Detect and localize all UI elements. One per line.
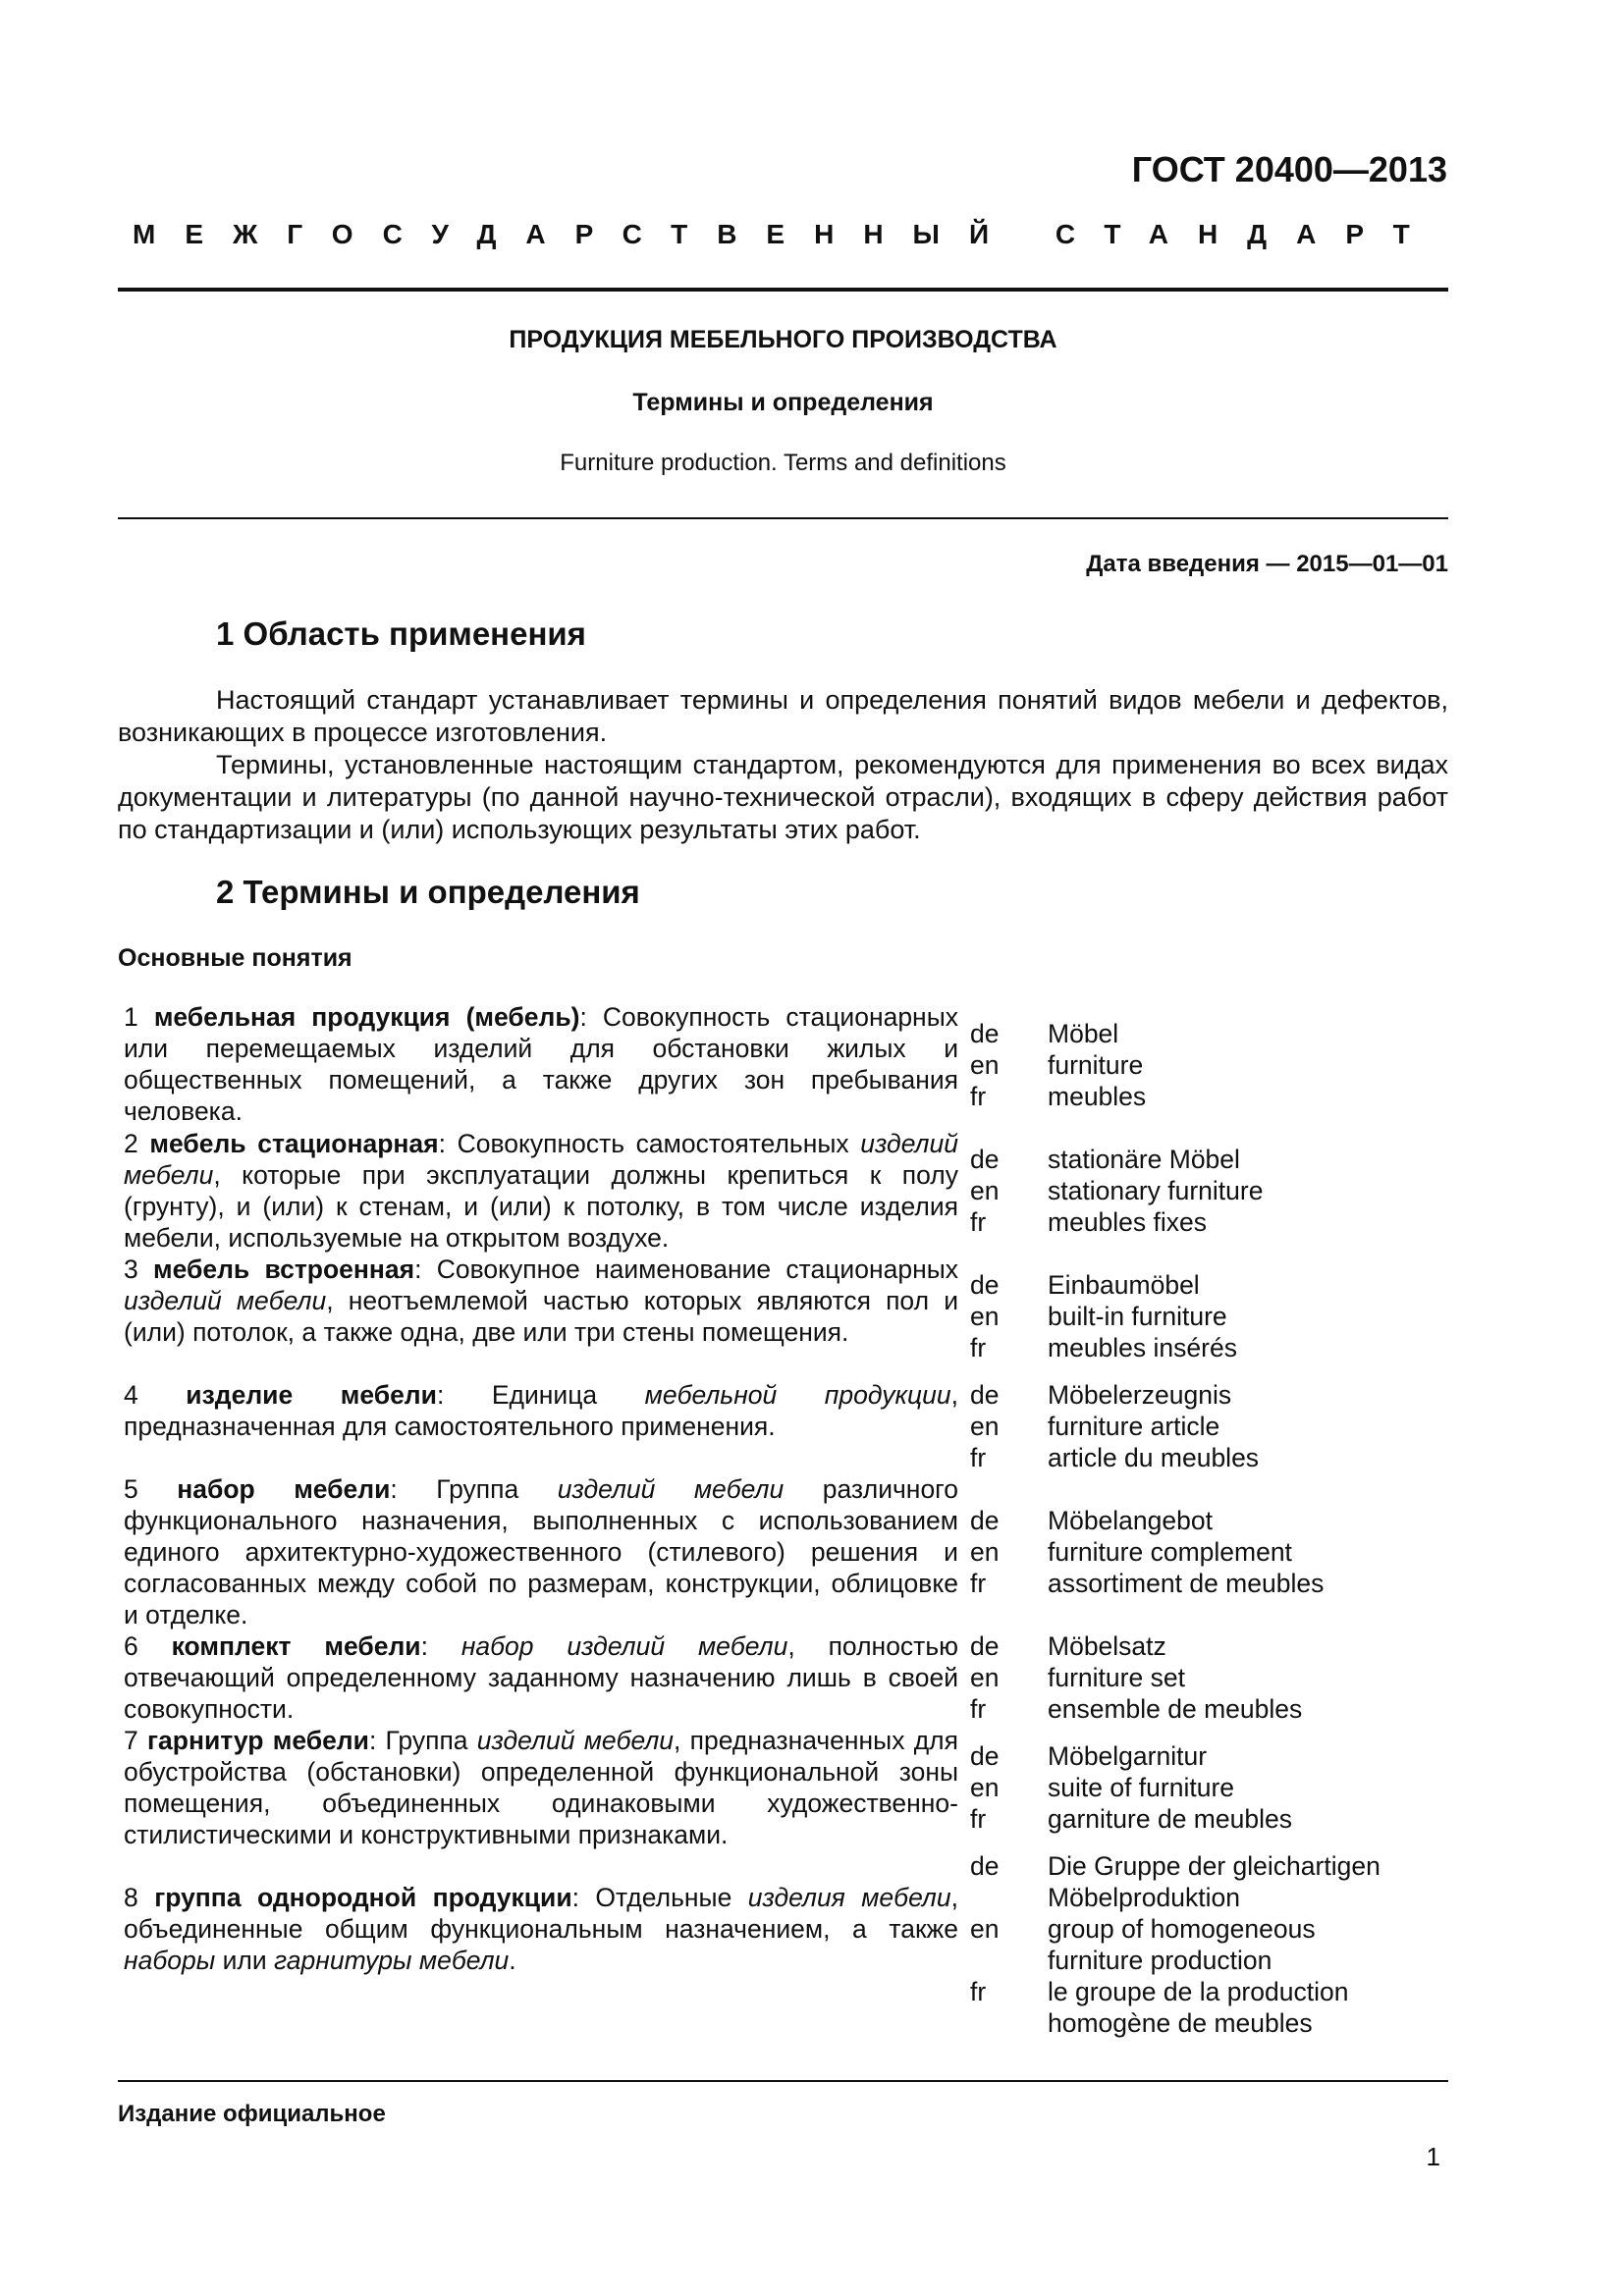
document-title: ПРОДУКЦИЯ МЕБЕЛЬНОГО ПРОИЗВОДСТВА bbox=[509, 326, 1057, 353]
translation-fr: article du meubles bbox=[1048, 1443, 1260, 1472]
term-reference: гарнитуры мебели bbox=[274, 1946, 510, 1975]
term-definition-text: : Совокупное наименование стационарных bbox=[414, 1255, 958, 1284]
term-name: мебель встроенная bbox=[153, 1255, 415, 1284]
term-definition bbox=[124, 1725, 958, 1850]
footer-divider bbox=[118, 2080, 1448, 2082]
term-definition-text: , предназначенная для самостоятельного применения. bbox=[124, 1380, 958, 1441]
translation-en: built-in furniture bbox=[1048, 1302, 1227, 1331]
term-reference: набор изделий мебели bbox=[460, 1631, 788, 1661]
language-codes bbox=[970, 1018, 999, 1112]
intro-date: Дата введения — 2015—01—01 bbox=[1086, 551, 1448, 577]
term-definition bbox=[124, 1254, 958, 1348]
translation-fr: garniture de meubles bbox=[1048, 1804, 1292, 1834]
translations bbox=[1048, 1630, 1440, 1725]
term-definition-text: : Группа bbox=[368, 1726, 477, 1755]
language-code-en: en bbox=[970, 1773, 1000, 1802]
translation-en: furniture article bbox=[1048, 1412, 1220, 1441]
language-code-de: de bbox=[970, 1506, 1000, 1535]
language-code-de: de bbox=[970, 1270, 1000, 1300]
term-definition-text: : bbox=[420, 1631, 461, 1661]
translation-de: Möbelangebot bbox=[1048, 1506, 1213, 1535]
translation-en: stationary furniture bbox=[1048, 1176, 1264, 1205]
title-divider bbox=[118, 517, 1448, 519]
language-code-en: en bbox=[970, 1302, 1000, 1331]
language-codes bbox=[970, 1269, 999, 1363]
term-definition bbox=[124, 1473, 958, 1630]
term-definition-text: , полностью отвечающий определенному заданному назначению лишь в своей совокупности. bbox=[124, 1631, 958, 1724]
language-code-en: en bbox=[970, 1412, 1000, 1441]
term-definition bbox=[124, 1630, 958, 1725]
translation-fr: meubles bbox=[1048, 1082, 1147, 1111]
translation-fr: assortiment de meubles bbox=[1048, 1569, 1325, 1598]
term-definition bbox=[124, 1128, 958, 1254]
term-definition-text: , предназначенных для обустройства (обстановки) определенной функциональной зоны помещения, объединенных одинаковыми художественно-стилистическими и конструктивными признаками. bbox=[124, 1726, 958, 1849]
translation-de: stationäre Möbel bbox=[1048, 1145, 1240, 1174]
term-definition-text: : Единица bbox=[436, 1380, 645, 1410]
term-reference: изделий мебели bbox=[557, 1474, 785, 1504]
translations bbox=[1048, 1018, 1440, 1112]
term-definition-text: : Группа bbox=[390, 1474, 558, 1504]
translations bbox=[1048, 1740, 1440, 1835]
translations bbox=[1048, 1505, 1440, 1599]
term-definition-text: : Совокупность стационарных или перемещаемых изделий для обстановки жилых и общественных помещений, а также других зон пребывания человека. bbox=[124, 1002, 958, 1126]
term-definition-text: . bbox=[509, 1946, 516, 1975]
translations bbox=[1048, 1269, 1440, 1363]
term-reference: изделий мебели bbox=[476, 1726, 675, 1755]
term-number: 1 bbox=[124, 1002, 138, 1032]
language-code-de: de bbox=[970, 1851, 1000, 1881]
language-codes bbox=[970, 1379, 999, 1473]
term-definition-text: , объединенные общим функциональным назначением, а также bbox=[124, 1883, 958, 1944]
term-reference: наборы bbox=[124, 1946, 216, 1975]
translation-en: group of homogeneous furniture production bbox=[1048, 1914, 1316, 1975]
translation-de: Möbel bbox=[1048, 1019, 1119, 1048]
gost-number: ГОСТ 20400—2013 bbox=[1131, 149, 1447, 189]
language-code-fr: fr bbox=[970, 1333, 987, 1362]
language-code-fr: fr bbox=[970, 1443, 987, 1472]
language-code-en: en bbox=[970, 1537, 1000, 1567]
term-name: изделие мебели bbox=[186, 1380, 437, 1410]
page-number: 1 bbox=[1426, 2142, 1440, 2171]
translation-de: Möbelgarnitur bbox=[1048, 1741, 1208, 1771]
document-subtitle: Термины и определения bbox=[632, 389, 934, 416]
term-number: 4 bbox=[124, 1380, 138, 1410]
translations bbox=[1048, 1144, 1440, 1238]
term-definition-text: , неотъемлемой частью которых являются пол и (или) потолок, а также одна, две или три стены помещения. bbox=[124, 1286, 958, 1347]
language-codes bbox=[970, 1740, 999, 1835]
term-reference: изделий мебели bbox=[124, 1286, 327, 1315]
term-name: группа однородной продукции bbox=[154, 1883, 572, 1912]
language-code-en: en bbox=[970, 1914, 1000, 1944]
term-name: мебельная продукция (мебель) bbox=[153, 1002, 580, 1032]
translation-de: Einbaumöbel bbox=[1048, 1270, 1200, 1300]
language-code-en: en bbox=[970, 1663, 1000, 1692]
language-codes bbox=[970, 1144, 999, 1238]
language-code-fr: fr bbox=[970, 1569, 987, 1598]
translation-fr: le groupe de la production homogène de meubles bbox=[1048, 1977, 1349, 2038]
section-2-subheading: Основные понятия bbox=[118, 944, 352, 972]
term-number: 6 bbox=[124, 1631, 138, 1661]
term-definition bbox=[124, 1379, 958, 1442]
language-code-en: en bbox=[970, 1176, 1000, 1205]
term-definition-text: , которые при эксплуатации должны крепиться к полу (грунту), и (или) к стенам, и (или) к потолку, в том числе изделия мебели, используемые на открытом воздухе. bbox=[124, 1160, 958, 1253]
term-number: 8 bbox=[124, 1883, 138, 1912]
language-code-de: de bbox=[970, 1631, 1000, 1661]
language-code-de: de bbox=[970, 1019, 1000, 1048]
translation-en: furniture complement bbox=[1048, 1537, 1292, 1567]
language-code-fr: fr bbox=[970, 1804, 987, 1834]
translation-fr: meubles insérés bbox=[1048, 1333, 1237, 1362]
language-codes bbox=[970, 1505, 999, 1599]
section-1-paragraph-2: Термины, установленные настоящим стандартом, рекомендуются для применения во всех видах документации и литературы (по данной научно-технической отрасли), входящих в сферу действия работ по стандартизации и (или) использующих результаты этих работ. bbox=[118, 750, 1448, 844]
term-reference: мебельной продукции bbox=[644, 1380, 951, 1410]
language-code-de: de bbox=[970, 1741, 1000, 1771]
translations bbox=[1048, 1850, 1440, 2039]
translation-fr: ensemble de meubles bbox=[1048, 1694, 1303, 1724]
translation-de: Möbelerzeugnis bbox=[1048, 1380, 1232, 1410]
translation-en: furniture bbox=[1048, 1050, 1144, 1080]
term-number: 3 bbox=[124, 1255, 138, 1284]
language-code-fr: fr bbox=[970, 1082, 987, 1111]
term-name: мебель стационарная bbox=[149, 1129, 439, 1158]
term-name: гарнитур мебели bbox=[147, 1726, 369, 1755]
edition-label: Издание официальное bbox=[118, 2101, 386, 2127]
translations bbox=[1048, 1379, 1440, 1473]
term-definition bbox=[124, 1001, 958, 1127]
language-code-fr: fr bbox=[970, 1977, 987, 2006]
term-reference: изделий мебели bbox=[124, 1129, 958, 1190]
term-definition-text: : Отдельные bbox=[571, 1883, 748, 1912]
standard-banner: МЕЖГОСУДАРСТВЕННЫЙ СТАНДАРТ bbox=[133, 219, 1439, 249]
translation-de: Die Gruppe der gleichartigen Möbelproduktion bbox=[1048, 1851, 1380, 1912]
term-definition bbox=[124, 1882, 958, 1976]
section-1-heading: 1 Область применения bbox=[216, 615, 586, 652]
header-divider bbox=[118, 288, 1448, 292]
language-code-en: en bbox=[970, 1050, 1000, 1080]
term-definition-text: различного функционального назначения, выполненных с использованием единого архитектурно-художественного (стилевого) решения и согласованных между собой по размерам, конструкции, облицовке и отделке. bbox=[124, 1474, 959, 1629]
translation-en: suite of furniture bbox=[1048, 1773, 1235, 1802]
section-2-heading: 2 Термины и определения bbox=[216, 874, 640, 910]
term-number: 5 bbox=[124, 1474, 138, 1504]
term-reference: изделия мебели bbox=[747, 1883, 951, 1912]
language-code-fr: fr bbox=[970, 1694, 987, 1724]
translation-fr: meubles fixes bbox=[1048, 1207, 1208, 1237]
language-code-de: de bbox=[970, 1380, 1000, 1410]
term-number: 7 bbox=[124, 1726, 138, 1755]
translation-en: furniture set bbox=[1048, 1663, 1185, 1692]
term-name: набор мебели bbox=[177, 1474, 391, 1504]
language-code-de: de bbox=[970, 1145, 1000, 1174]
term-name: комплект мебели bbox=[171, 1631, 421, 1661]
translation-de: Möbelsatz bbox=[1048, 1631, 1166, 1661]
term-definition-text: или bbox=[215, 1946, 274, 1975]
term-number: 2 bbox=[124, 1129, 138, 1158]
document-title-english: Furniture production. Terms and definitions bbox=[560, 450, 1006, 476]
language-codes bbox=[970, 1630, 999, 1725]
section-1-paragraph-1: Настоящий стандарт устанавливает термины и определения понятий видов мебели и дефектов, возникающих в процессе изготовления. bbox=[118, 685, 1448, 747]
term-definition-text: : Совокупность самостоятельных bbox=[438, 1129, 861, 1158]
language-code-fr: fr bbox=[970, 1207, 987, 1237]
